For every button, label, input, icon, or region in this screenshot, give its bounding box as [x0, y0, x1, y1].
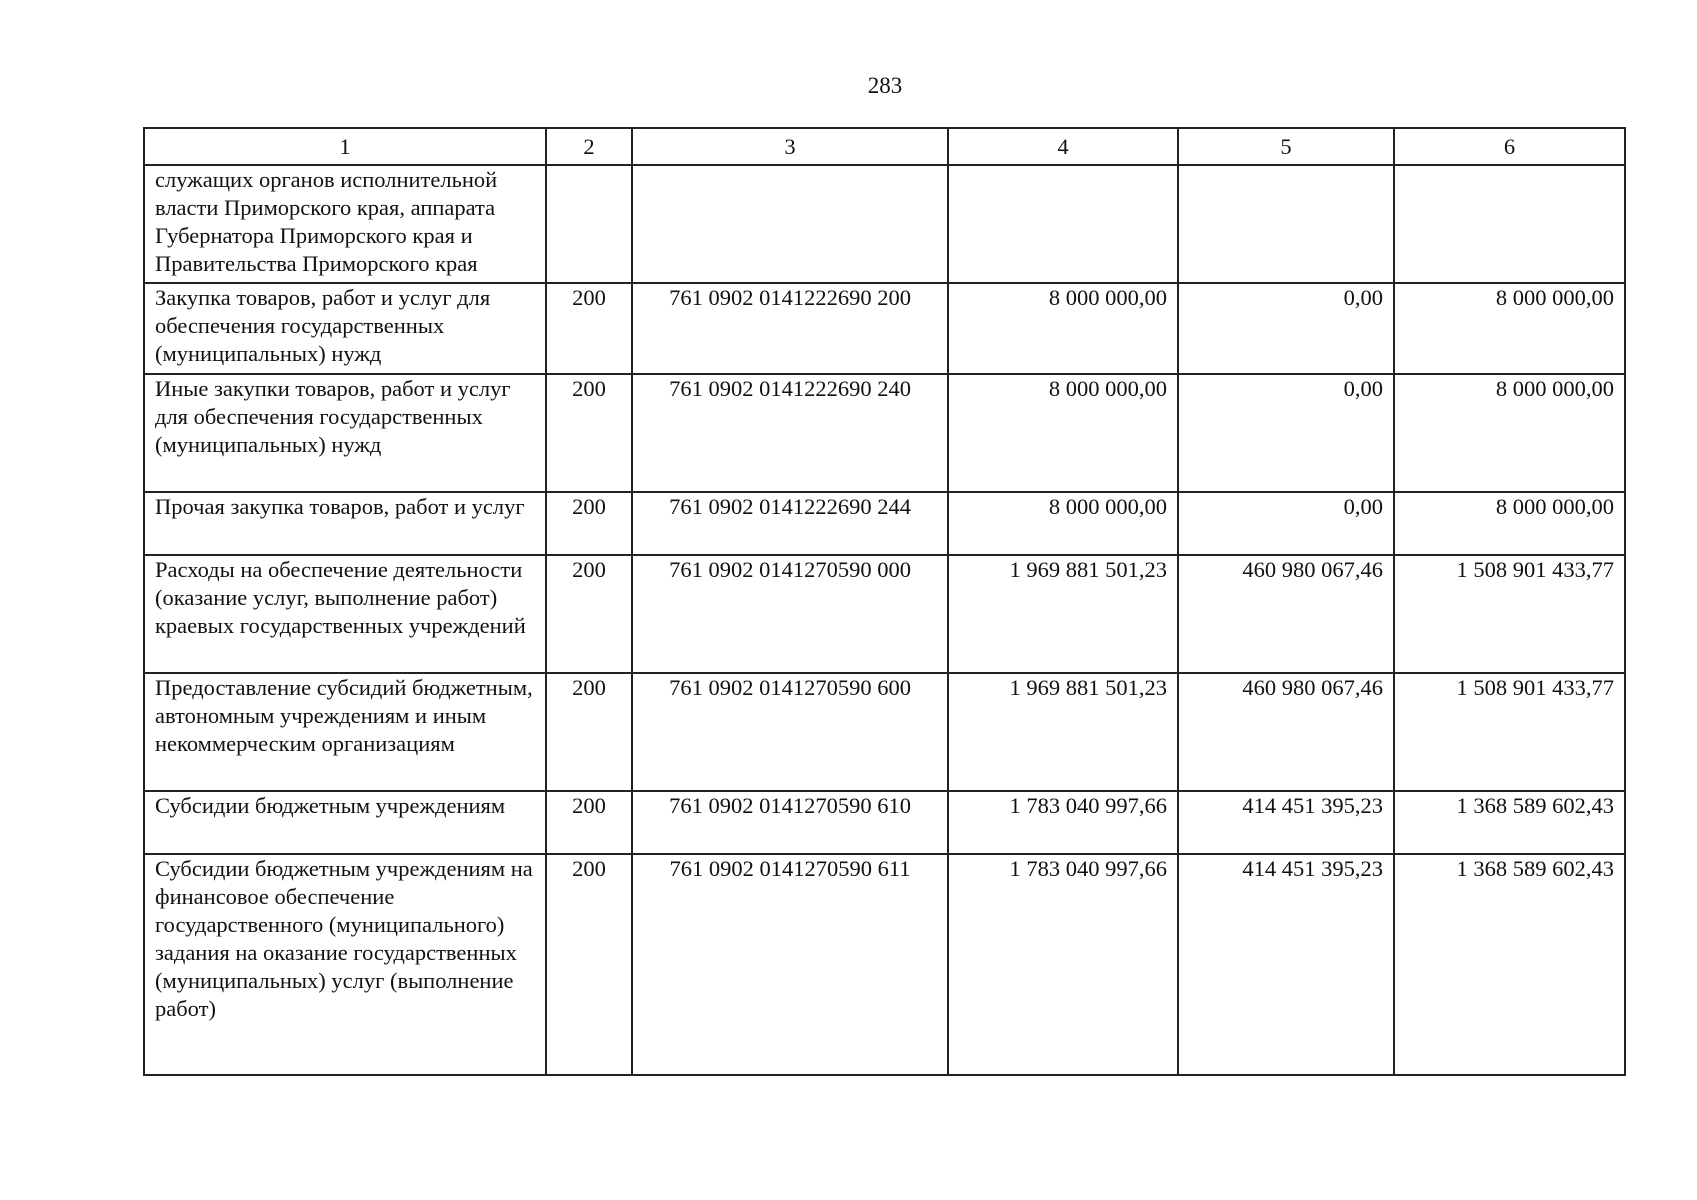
row-name: Расходы на обеспечение деятельности (оказание услуг, выполнение работ) краевых государственных учреждений: [144, 555, 546, 673]
row-value-6: [1394, 165, 1625, 283]
header-col-6: 6: [1394, 128, 1625, 165]
row-value-5: 414 451 395,23: [1178, 791, 1394, 854]
row-name: Субсидии бюджетным учреждениям: [144, 791, 546, 854]
row-value-5: 460 980 067,46: [1178, 673, 1394, 791]
row-code: 761 0902 0141270590 600: [632, 673, 948, 791]
row-value-5: 460 980 067,46: [1178, 555, 1394, 673]
page-number: 283: [867, 73, 903, 98]
row-code: 761 0902 0141270590 610: [632, 791, 948, 854]
row-code: 761 0902 0141222690 244: [632, 492, 948, 555]
row-section: 200: [546, 283, 632, 374]
row-value-6: 1 508 901 433,77: [1394, 555, 1625, 673]
row-name: Закупка товаров, работ и услуг для обеспечения государственных (муниципальных) нужд: [144, 283, 546, 374]
header-col-4: 4: [948, 128, 1178, 165]
budget-table: [143, 127, 1626, 1076]
row-code: 761 0902 0141270590 000: [632, 555, 948, 673]
row-code: 761 0902 0141222690 200: [632, 283, 948, 374]
row-value-4: 1 783 040 997,66: [948, 791, 1178, 854]
row-value-4: 1 783 040 997,66: [948, 854, 1178, 1075]
row-code: 761 0902 0141222690 240: [632, 374, 948, 492]
table-row: [144, 791, 1625, 854]
row-value-5: 0,00: [1178, 374, 1394, 492]
row-section: 200: [546, 854, 632, 1075]
row-value-6: 8 000 000,00: [1394, 492, 1625, 555]
row-section: 200: [546, 791, 632, 854]
row-section: 200: [546, 555, 632, 673]
row-value-6: 1 368 589 602,43: [1394, 791, 1625, 854]
row-value-6: 8 000 000,00: [1394, 283, 1625, 374]
header-col-1: 1: [144, 128, 546, 165]
row-value-6: 1 368 589 602,43: [1394, 854, 1625, 1075]
row-value-4: 1 969 881 501,23: [948, 673, 1178, 791]
row-value-4: 1 969 881 501,23: [948, 555, 1178, 673]
row-value-4: 8 000 000,00: [948, 283, 1178, 374]
table-row: [144, 854, 1625, 1075]
row-value-6: 8 000 000,00: [1394, 374, 1625, 492]
row-value-6: 1 508 901 433,77: [1394, 673, 1625, 791]
row-value-4: 8 000 000,00: [948, 492, 1178, 555]
row-value-5: 414 451 395,23: [1178, 854, 1394, 1075]
row-code: [632, 165, 948, 283]
table-header: [144, 128, 1625, 165]
table-row: [144, 283, 1625, 374]
row-section: 200: [546, 492, 632, 555]
row-value-4: 8 000 000,00: [948, 374, 1178, 492]
row-code: 761 0902 0141270590 611: [632, 854, 948, 1075]
header-col-5: 5: [1178, 128, 1394, 165]
row-name: Иные закупки товаров, работ и услуг для обеспечения государственных (муниципальных) нужд: [144, 374, 546, 492]
header-col-2: 2: [546, 128, 632, 165]
row-value-5: [1178, 165, 1394, 283]
row-value-5: 0,00: [1178, 492, 1394, 555]
row-section: [546, 165, 632, 283]
table-row: [144, 555, 1625, 673]
header-col-3: 3: [632, 128, 948, 165]
row-value-4: [948, 165, 1178, 283]
row-name: Предоставление субсидий бюджетным, автономным учреждениям и иным некоммерческим организациям: [144, 673, 546, 791]
row-name: Субсидии бюджетным учреждениям на финансовое обеспечение государственного (муниципального) задания на оказание государственных (муниципальных) услуг (выполнение работ): [144, 854, 546, 1075]
row-section: 200: [546, 673, 632, 791]
row-name: Прочая закупка товаров, работ и услуг: [144, 492, 546, 555]
table-body: [144, 165, 1625, 1075]
table-row: [144, 492, 1625, 555]
table-row: [144, 165, 1625, 283]
table-row: [144, 673, 1625, 791]
header-row: [144, 128, 1625, 165]
row-section: 200: [546, 374, 632, 492]
table-row: [144, 374, 1625, 492]
row-value-5: 0,00: [1178, 283, 1394, 374]
row-name: служащих органов исполнительной власти Приморского края, аппарата Губернатора Приморского края и Правительства Приморского края: [144, 165, 546, 283]
